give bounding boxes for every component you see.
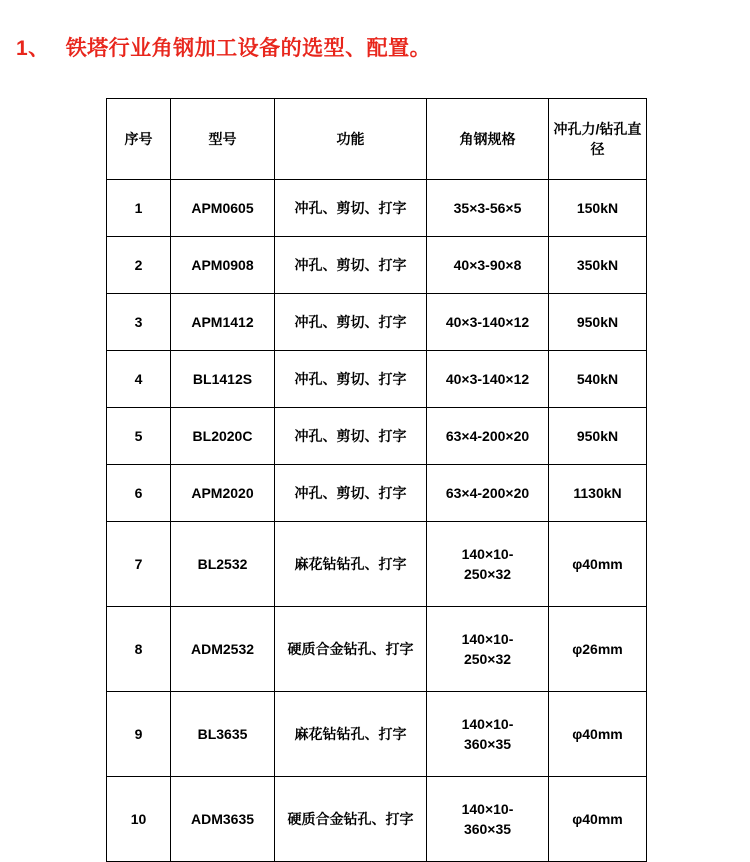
- heading-text: 铁塔行业角钢加工设备的选型、配置。: [65, 37, 432, 60]
- cell-function: 麻花钻钻孔、打字: [275, 692, 427, 777]
- table-row: [107, 692, 647, 777]
- cell-index: 6: [107, 465, 171, 522]
- table-row: [107, 294, 647, 351]
- cell-function: 麻花钻钻孔、打字: [275, 522, 427, 607]
- cell-punch-force: 350kN: [549, 237, 647, 294]
- cell-index: 2: [107, 237, 171, 294]
- cell-function: 硬质合金钻孔、打字: [275, 607, 427, 692]
- cell-angle-spec-line1: 140×10-: [461, 715, 514, 732]
- cell-model: ADM3635: [171, 777, 275, 862]
- cell-index: 1: [107, 180, 171, 237]
- column-header-model: 型号: [171, 99, 275, 180]
- cell-angle-spec-line1: 35×3-56×5: [453, 199, 522, 216]
- cell-model: BL1412S: [171, 351, 275, 408]
- cell-punch-force: 950kN: [549, 294, 647, 351]
- cell-punch-force: 150kN: [549, 180, 647, 237]
- table-body: [107, 180, 647, 862]
- table-header-row: [107, 99, 647, 180]
- column-header-function: 功能: [275, 99, 427, 180]
- cell-angle-spec-line2: 250×32: [463, 566, 512, 582]
- cell-punch-force: φ40mm: [549, 777, 647, 862]
- table-row: [107, 408, 647, 465]
- cell-punch-force: φ26mm: [549, 607, 647, 692]
- cell-model: BL3635: [171, 692, 275, 777]
- table-header: [107, 99, 647, 180]
- cell-angle-spec-line1: 140×10-: [461, 545, 514, 562]
- column-header-index: 序号: [107, 99, 171, 180]
- table-row: [107, 180, 647, 237]
- cell-angle-spec-line2: 360×35: [463, 821, 512, 837]
- cell-function: 硬质合金钻孔、打字: [275, 777, 427, 862]
- cell-punch-force: φ40mm: [549, 522, 647, 607]
- cell-angle-spec: [427, 777, 549, 862]
- cell-function: 冲孔、剪切、打字: [275, 408, 427, 465]
- table-row: [107, 351, 647, 408]
- cell-index: 7: [107, 522, 171, 607]
- cell-angle-spec: [427, 692, 549, 777]
- table-row: [107, 777, 647, 862]
- cell-punch-force: 950kN: [549, 408, 647, 465]
- cell-angle-spec: [427, 408, 549, 465]
- cell-angle-spec-line1: 40×3-140×12: [445, 370, 530, 387]
- cell-angle-spec-line1: 40×3-140×12: [445, 313, 530, 330]
- cell-model: APM1412: [171, 294, 275, 351]
- cell-angle-spec-line1: 63×4-200×20: [445, 484, 530, 501]
- cell-punch-force: 1130kN: [549, 465, 647, 522]
- cell-function: 冲孔、剪切、打字: [275, 351, 427, 408]
- cell-function: 冲孔、剪切、打字: [275, 237, 427, 294]
- cell-angle-spec-line1: 140×10-: [461, 630, 514, 647]
- cell-punch-force: φ40mm: [549, 692, 647, 777]
- spec-table-container: [106, 98, 646, 862]
- cell-model: APM2020: [171, 465, 275, 522]
- cell-function: 冲孔、剪切、打字: [275, 465, 427, 522]
- cell-punch-force: 540kN: [549, 351, 647, 408]
- cell-angle-spec-line1: 63×4-200×20: [445, 427, 530, 444]
- table-row: [107, 465, 647, 522]
- cell-model: BL2020C: [171, 408, 275, 465]
- cell-angle-spec: [427, 522, 549, 607]
- table-row: [107, 237, 647, 294]
- cell-model: BL2532: [171, 522, 275, 607]
- cell-model: ADM2532: [171, 607, 275, 692]
- equipment-spec-table: [106, 98, 647, 862]
- cell-angle-spec-line2: 250×32: [463, 651, 512, 667]
- cell-function: 冲孔、剪切、打字: [275, 180, 427, 237]
- cell-model: APM0908: [171, 237, 275, 294]
- cell-index: 4: [107, 351, 171, 408]
- cell-angle-spec: [427, 465, 549, 522]
- cell-angle-spec: [427, 237, 549, 294]
- cell-function: 冲孔、剪切、打字: [275, 294, 427, 351]
- table-row: [107, 522, 647, 607]
- cell-angle-spec: [427, 294, 549, 351]
- cell-angle-spec: [427, 351, 549, 408]
- cell-index: 5: [107, 408, 171, 465]
- column-header-angle-spec: 角钢规格: [427, 99, 549, 180]
- cell-index: 8: [107, 607, 171, 692]
- heading-number: 1、: [16, 37, 50, 60]
- cell-angle-spec: [427, 607, 549, 692]
- cell-model: APM0605: [171, 180, 275, 237]
- cell-index: 9: [107, 692, 171, 777]
- cell-angle-spec-line1: 140×10-: [461, 800, 514, 817]
- cell-angle-spec: [427, 180, 549, 237]
- cell-angle-spec-line1: 40×3-90×8: [453, 256, 522, 273]
- cell-index: 10: [107, 777, 171, 862]
- column-header-punch-force: 冲孔力/钻孔直径: [549, 99, 647, 180]
- cell-angle-spec-line2: 360×35: [463, 736, 512, 752]
- cell-index: 3: [107, 294, 171, 351]
- page-title: [0, 0, 750, 62]
- table-row: [107, 607, 647, 692]
